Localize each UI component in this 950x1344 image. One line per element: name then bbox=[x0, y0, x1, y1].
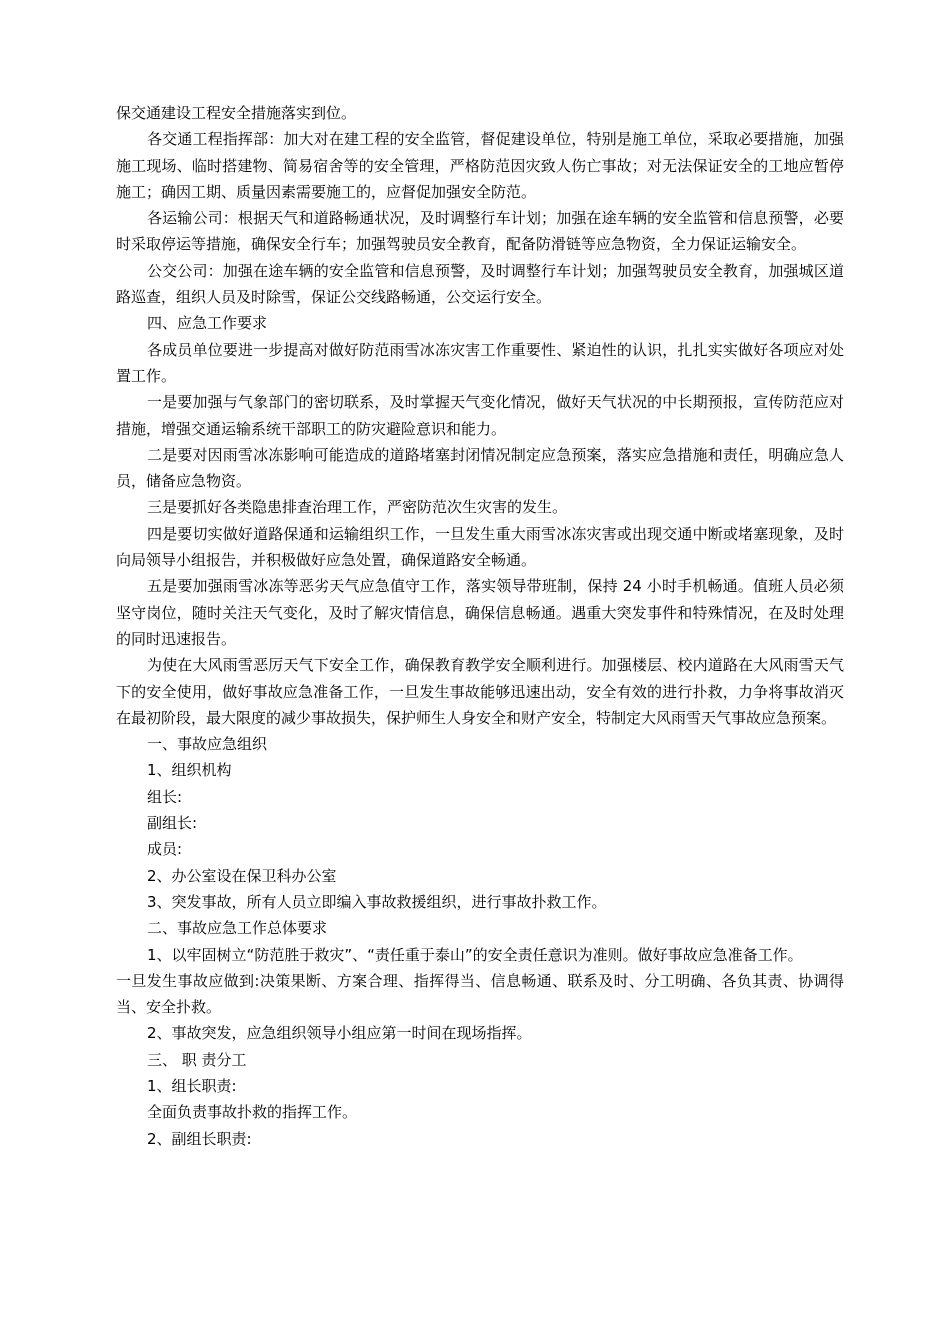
item-onsite-command: 2、事故突发，应急组织领导小组应第一时间在现场指挥。 bbox=[147, 1024, 532, 1043]
section-heading-responsibilities: 三、 职 责分工 bbox=[147, 1050, 247, 1069]
item-leader-duties: 1、组长职责: bbox=[147, 1076, 237, 1095]
paragraph-member-units: 各成员单位要进一步提高对做好防范雨雪冰冻灾害工作重要性、紧迫性的认识，扎扎实实做好各项应对处置工作。 bbox=[116, 340, 844, 385]
paragraph-engineering-command: 各交通工程指挥部：加大对在建工程的安全监管，督促建设单位，特别是施工单位，采取必要措施，加强施工现场、临时搭建物、简易宿舍等的安全管理，严格防范因灾致人伤亡事故；对无法保证安全的工地应暂停施工；确因工期、质量因素需要施工的，应督促加强安全防范。 bbox=[116, 130, 844, 201]
paragraph-traffic-safety-cont: 保交通建设工程安全措施落实到位。 bbox=[116, 104, 357, 122]
item-deputy-leader-duties: 2、副组长职责: bbox=[147, 1129, 252, 1148]
paragraph-point-three: 三是要抓好各类隐患排查治理工作，严密防范次生灾害的发生。 bbox=[147, 498, 568, 517]
paragraph-response-principles: 一旦发生事故应做到:决策果断、方案合理、指挥得当、信息畅通、联系及时、分工明确、各负其责、协调得当、安全扑救。 bbox=[116, 971, 844, 1017]
item-sudden-accident: 3、突发事故，所有人员立即编入事故救援组织，进行事故扑救工作。 bbox=[147, 892, 607, 911]
paragraph-school-plan-intro: 为使在大风雨雪恶厉天气下安全工作，确保教育教学安全顺利进行。加强楼层、校内道路在大风雨雪天气下的安全使用，做好事故应急准备工作，一旦发生事故能够迅速出动，安全有效的进行扑救，力争将事故消灭在最初阶段，最大限度的减少事故损失，保护师生人身安全和财产安全，特制定大风雨雪天气事故应急预案。 bbox=[116, 656, 844, 727]
field-members: 成员: bbox=[147, 840, 183, 859]
section-heading-accident-organization: 一、事故应急组织 bbox=[147, 735, 268, 754]
paragraph-transport-companies: 各运输公司：根据天气和道路畅通状况，及时调整行车计划；加强在途车辆的安全监管和信息预警，必要时采取停运等措施，确保安全行车；加强驾驶员安全教育，配备防滑链等应急物资，全力保证运输安全。 bbox=[116, 209, 844, 254]
document-body bbox=[116, 100, 844, 1152]
field-leader: 组长: bbox=[147, 787, 183, 806]
item-office-location: 2、办公室设在保卫科办公室 bbox=[147, 866, 337, 885]
section-heading-general-requirements: 二、事故应急工作总体要求 bbox=[147, 919, 328, 938]
paragraph-leader-duties-desc: 全面负责事故扑救的指挥工作。 bbox=[147, 1103, 358, 1122]
paragraph-bus-company: 公交公司：加强在途车辆的安全监管和信息预警，及时调整行车计划；加强驾驶员安全教育，加强城区道路巡查，组织人员及时除雪，保证公交线路畅通，公交运行安全。 bbox=[116, 261, 844, 307]
item-safety-principle: 1、以牢固树立“防范胜于救灾”、“责任重于泰山”的安全责任意识为准则。做好事故应急准备工作。 bbox=[147, 945, 803, 964]
paragraph-point-one: 一是要加强与气象部门的密切联系，及时掌握天气变化情况，做好天气状况的中长期预报，宣传防范应对措施，增强交通运输系统干部职工的防灾避险意识和能力。 bbox=[116, 393, 844, 438]
paragraph-point-two: 二是要对因雨雪冰冻影响可能造成的道路堵塞封闭情况制定应急预案，落实应急措施和责任，明确应急人员，储备应急物资。 bbox=[116, 445, 844, 491]
item-organization: 1、组织机构 bbox=[147, 761, 232, 780]
section-heading-emergency-requirements: 四、应急工作要求 bbox=[147, 314, 268, 333]
field-deputy-leader: 副组长: bbox=[147, 814, 198, 833]
paragraph-point-five: 五是要加强雨雪冰冻等恶劣天气应急值守工作，落实领导带班制，保持 24 小时手机畅通。值班人员必须坚守岗位，随时关注天气变化，及时了解灾情信息，确保信息畅通。遇重大突发事件和特殊情况，在及时处理的同时迅速报告。 bbox=[116, 577, 844, 648]
paragraph-point-four: 四是要切实做好道路保通和运输组织工作，一旦发生重大雨雪冰冻灾害或出现交通中断或堵塞现象，及时向局领导小组报告，并积极做好应急处置，确保道路安全畅通。 bbox=[116, 524, 844, 570]
